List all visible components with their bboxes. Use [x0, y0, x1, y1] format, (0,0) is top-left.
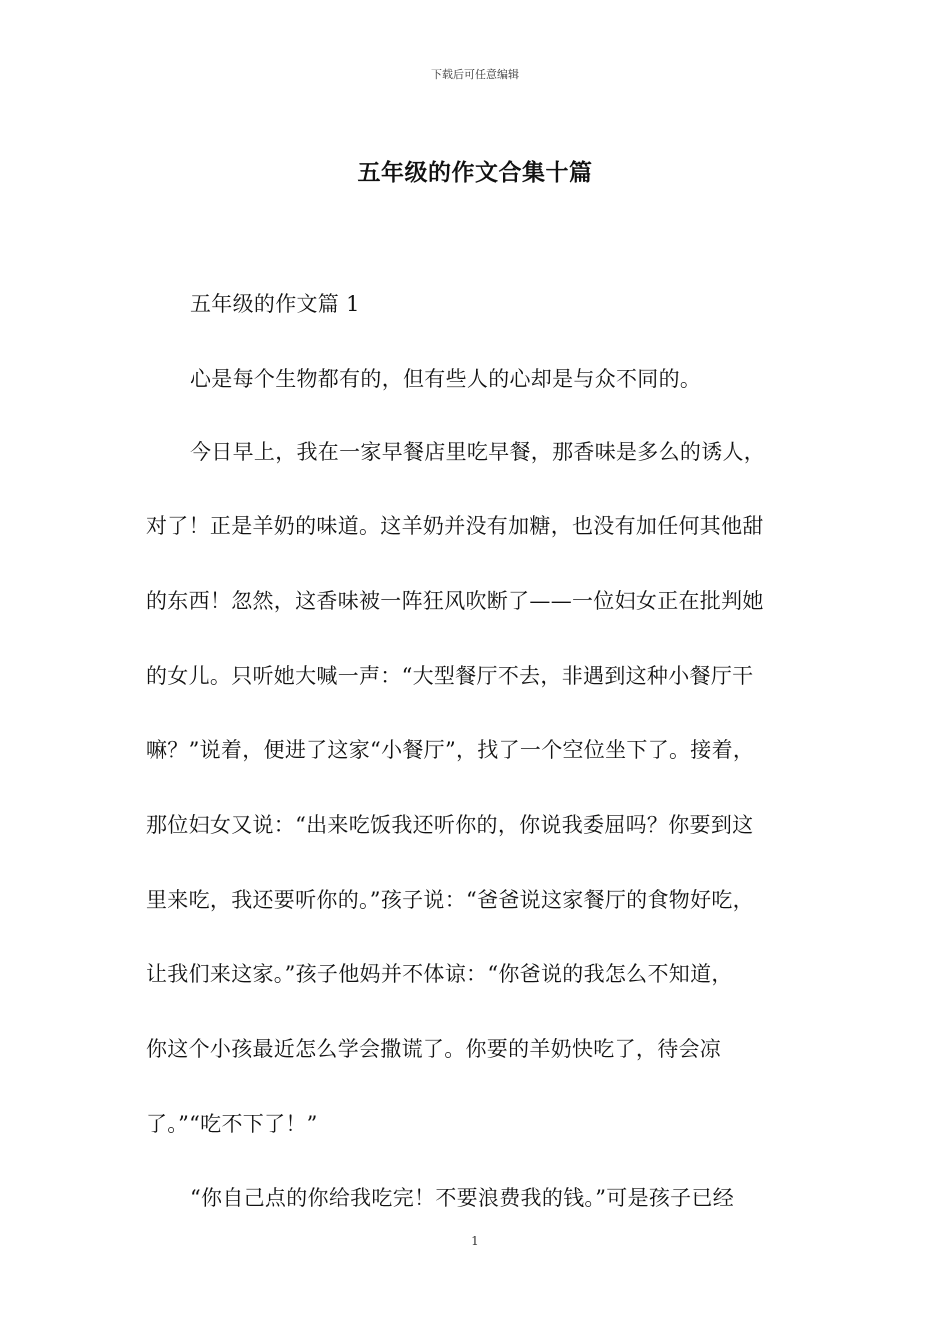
body-line: 的东西！忽然，这香味被一阵狂风吹断了——一位妇女正在批判她 [146, 589, 764, 613]
body-line: 嘛？”说着，便进了这家“小餐厅”，找了一个空位坐下了。接着， [146, 738, 755, 762]
body-line: 了。”“吃不下了！” [146, 1112, 318, 1136]
body-line: 对了！正是羊奶的味道。这羊奶并没有加糖，也没有加任何其他甜 [146, 514, 764, 538]
page-number: 1 [471, 1234, 479, 1248]
body-line: 你这个小孩最近怎么学会撒谎了。你要的羊奶快吃了，待会凉 [146, 1037, 722, 1061]
body-line: 今日早上，我在一家早餐店里吃早餐，那香味是多么的诱人， [190, 440, 766, 464]
document-title: 五年级的作文合集十篇 [357, 159, 593, 186]
page-header: 下载后可任意编辑 [431, 68, 519, 81]
body-line: 的女儿。只听她大喊一声：“大型餐厅不去，非遇到这种小餐厅干 [146, 664, 754, 688]
body-line: 心是每个生物都有的，但有些人的心却是与众不同的。 [190, 367, 702, 391]
section-heading: 五年级的作文篇 1 [190, 292, 360, 316]
body-line: 让我们来这家。”孩子他妈并不体谅：“你爸说的我怎么不知道， [146, 962, 733, 986]
body-line: 那位妇女又说：“出来吃饭我还听你的，你说我委屈吗？你要到这 [146, 813, 754, 837]
body-line: 里来吃，我还要听你的。”孩子说：“爸爸说这家餐厅的食物好吃， [146, 888, 754, 912]
body-line: “你自己点的你给我吃完！不要浪费我的钱。”可是孩子已经 [190, 1186, 735, 1210]
